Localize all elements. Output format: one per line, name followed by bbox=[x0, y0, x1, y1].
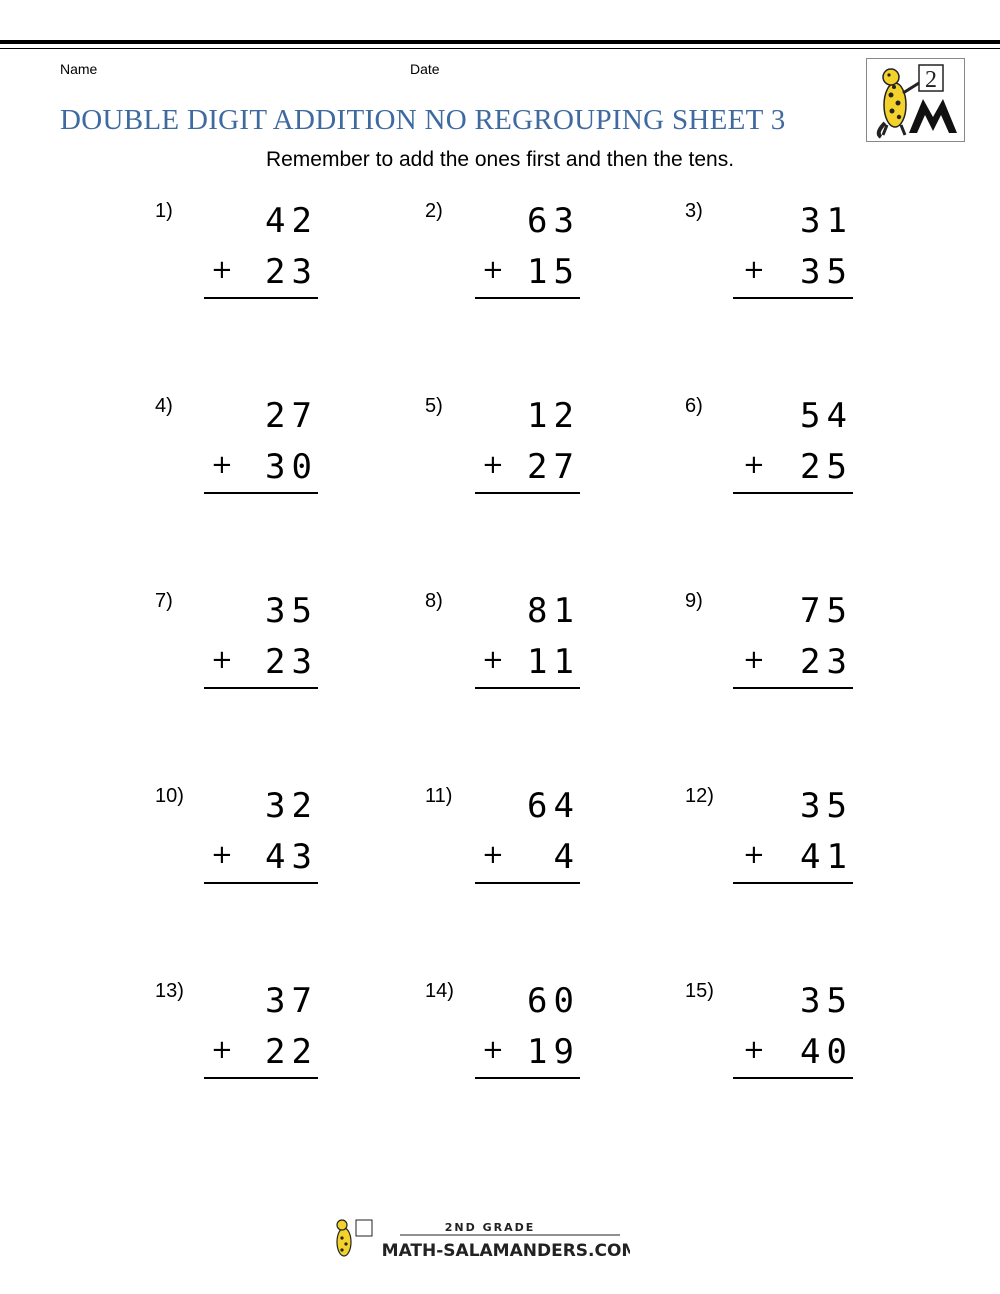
answer-line bbox=[204, 492, 318, 494]
problem-12 bbox=[685, 785, 853, 895]
worksheet-title: DOUBLE DIGIT ADDITION NO REGROUPING SHEET 3 bbox=[60, 104, 786, 136]
answer-line bbox=[204, 687, 318, 689]
plus-sign: + bbox=[211, 645, 233, 675]
addend-top: 42 bbox=[265, 201, 318, 241]
problem-7 bbox=[155, 590, 318, 700]
addend-bottom: 23 bbox=[265, 252, 318, 292]
addend-top: 35 bbox=[800, 786, 853, 826]
addend-top: 32 bbox=[265, 786, 318, 826]
problem-13 bbox=[155, 980, 318, 1090]
addend-top: 31 bbox=[800, 201, 853, 241]
plus-sign: + bbox=[211, 1035, 233, 1065]
logo-m-icon bbox=[909, 99, 957, 133]
answer-line bbox=[204, 882, 318, 884]
addend-top: 64 bbox=[527, 786, 580, 826]
problem-number: 7) bbox=[155, 590, 173, 612]
problem-8 bbox=[425, 590, 580, 700]
name-label: Name bbox=[60, 61, 98, 77]
plus-sign: + bbox=[211, 255, 233, 285]
addend-bottom: 25 bbox=[800, 447, 853, 487]
addend-top: 12 bbox=[527, 396, 580, 436]
grade-digit: 2 bbox=[925, 67, 937, 93]
plus-sign: + bbox=[482, 645, 504, 675]
answer-line bbox=[475, 492, 580, 494]
problem-5 bbox=[425, 395, 580, 505]
problem-number: 3) bbox=[685, 200, 703, 222]
problem-3 bbox=[685, 200, 853, 310]
footer-grade-text: 2ND GRADE bbox=[444, 1221, 536, 1234]
date-label: Date bbox=[410, 61, 440, 77]
addend-bottom: 27 bbox=[527, 447, 580, 487]
addend-bottom: 23 bbox=[800, 642, 853, 682]
addend-bottom: 11 bbox=[527, 642, 580, 682]
plus-sign: + bbox=[743, 255, 765, 285]
top-border-thick bbox=[0, 40, 1000, 44]
footer-salamander-icon bbox=[337, 1220, 372, 1256]
plus-sign: + bbox=[743, 1035, 765, 1065]
addend-bottom: 30 bbox=[265, 447, 318, 487]
problem-number: 14) bbox=[425, 980, 454, 1002]
answer-line bbox=[475, 1077, 580, 1079]
addend-bottom: 40 bbox=[800, 1032, 853, 1072]
answer-line bbox=[733, 687, 853, 689]
problem-number: 1) bbox=[155, 200, 173, 222]
problem-11 bbox=[425, 785, 580, 895]
problem-2 bbox=[425, 200, 580, 310]
answer-line bbox=[204, 1077, 318, 1079]
addend-bottom: 22 bbox=[265, 1032, 318, 1072]
problem-number: 11) bbox=[425, 785, 453, 807]
problem-4 bbox=[155, 395, 318, 505]
problem-number: 15) bbox=[685, 980, 714, 1002]
addend-bottom: 23 bbox=[265, 642, 318, 682]
addend-bottom: 19 bbox=[527, 1032, 580, 1072]
problem-6 bbox=[685, 395, 853, 505]
problem-9 bbox=[685, 590, 853, 700]
addend-top: 35 bbox=[265, 591, 318, 631]
addend-top: 35 bbox=[800, 981, 853, 1021]
plus-sign: + bbox=[743, 840, 765, 870]
plus-sign: + bbox=[482, 450, 504, 480]
answer-line bbox=[733, 882, 853, 884]
addend-top: 54 bbox=[800, 396, 853, 436]
answer-line bbox=[733, 1077, 853, 1079]
instruction-text: Remember to add the ones first and then the tens. bbox=[265, 148, 735, 171]
footer-logo bbox=[330, 1216, 630, 1266]
grade-logo bbox=[866, 58, 965, 142]
addend-bottom: 4 bbox=[527, 837, 580, 877]
addend-bottom: 15 bbox=[527, 252, 580, 292]
plus-sign: + bbox=[482, 840, 504, 870]
problem-number: 4) bbox=[155, 395, 173, 417]
addend-bottom: 35 bbox=[800, 252, 853, 292]
plus-sign: + bbox=[743, 645, 765, 675]
plus-sign: + bbox=[211, 450, 233, 480]
problem-15 bbox=[685, 980, 853, 1090]
problem-number: 5) bbox=[425, 395, 443, 417]
problem-number: 6) bbox=[685, 395, 703, 417]
top-border-thin bbox=[0, 48, 1000, 49]
problem-1 bbox=[155, 200, 318, 310]
addend-top: 37 bbox=[265, 981, 318, 1021]
plus-sign: + bbox=[211, 840, 233, 870]
problem-number: 12) bbox=[685, 785, 714, 807]
problem-number: 9) bbox=[685, 590, 703, 612]
addend-top: 81 bbox=[527, 591, 580, 631]
answer-line bbox=[733, 492, 853, 494]
addend-bottom: 41 bbox=[800, 837, 853, 877]
answer-line bbox=[475, 687, 580, 689]
answer-line bbox=[733, 297, 853, 299]
answer-line bbox=[475, 297, 580, 299]
addend-top: 27 bbox=[265, 396, 318, 436]
addend-top: 63 bbox=[527, 201, 580, 241]
problem-number: 10) bbox=[155, 785, 184, 807]
problem-number: 13) bbox=[155, 980, 184, 1002]
addend-top: 60 bbox=[527, 981, 580, 1021]
plus-sign: + bbox=[743, 450, 765, 480]
problem-10 bbox=[155, 785, 318, 895]
answer-line bbox=[475, 882, 580, 884]
problem-number: 2) bbox=[425, 200, 443, 222]
problem-14 bbox=[425, 980, 580, 1090]
footer-site-text: MATH-SALAMANDERS.COM bbox=[381, 1241, 630, 1261]
addend-top: 75 bbox=[800, 591, 853, 631]
answer-line bbox=[204, 297, 318, 299]
plus-sign: + bbox=[482, 255, 504, 285]
addend-bottom: 43 bbox=[265, 837, 318, 877]
problem-number: 8) bbox=[425, 590, 443, 612]
plus-sign: + bbox=[482, 1035, 504, 1065]
